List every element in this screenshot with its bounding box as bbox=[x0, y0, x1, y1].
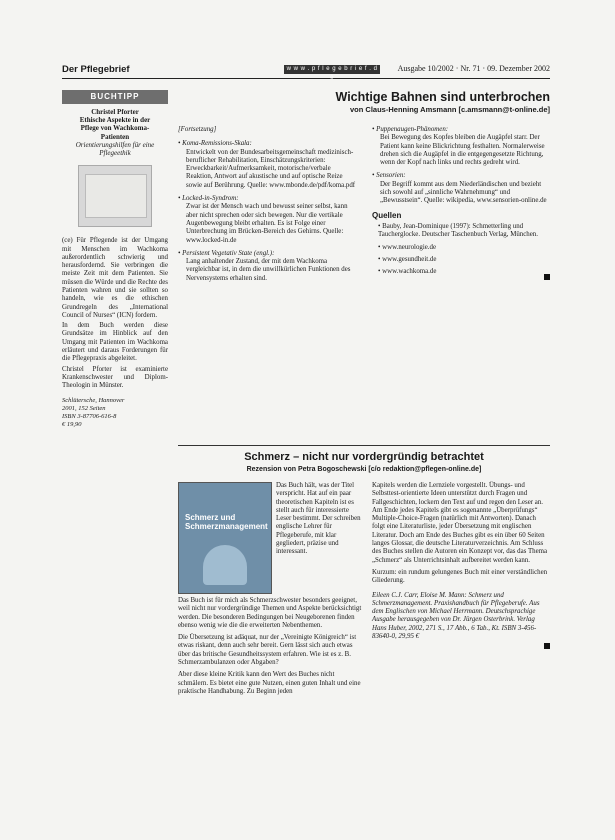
page-header bbox=[62, 64, 550, 79]
glossary-entry bbox=[372, 172, 550, 205]
paragraph: Die Übersetzung ist adäquat, nur der „Vereinigte Königreich“ ist etwas riskant, denn auch sehr bereit. Gern lässt sich auch etwas über das britische Gesundheitssystem erfahren. Wie ist es z. B. Schmerzambulanzen oder Abgaben? bbox=[178, 634, 357, 667]
paragraph: Kapitels werden die Lernziele vorgestellt. Übungs- und Selbsttest-orientierte Ideen unterstützt durch Fragen und Fallgeschichten, lockern den Text auf und regen den Leser an. Am Ende jedes Kapitels gibt es sogenannte „Überprüfungs“ Multiple-Choice-Fragen (natürlich mit Antworten). Danach folgt eine Literaturliste, jeder Übersetzung mit englischen Literatur. Doch am Ende des Buches gibt es ein über 60 Seiten langes Glossar, die deutsche Literaturverzeichnis. Am Schluss des Buches stellen die Autoren ein Konzept vor, das das Thema „Schmerz“ als Unterrichtsinhalt aufbereitet werden kann. bbox=[372, 482, 548, 564]
book-author: Christel Pforter bbox=[91, 108, 139, 116]
entry-definition: Bei Bewegung des Kopfes bleiben die Augäpfel starr. Der Patient kann keine Blickrichtung festhalten. Normalerweise drehen sich die Augäpfel in die entgegengesetzte Richtung, wenn der Kopf nach links und rechts gedreht wird. bbox=[380, 134, 545, 167]
website-badge[interactable]: w w w . p f l e g e b r i e f . d e bbox=[284, 65, 380, 74]
entry-definition: Zwar ist der Mensch wach und bewusst seiner selbst, kann aber nicht sprechen oder sich bewegen. Nur die vertikale Augenbewegung bleibt erhalten. Es ist Folge einer Unterbrechung im Brücken-Bereich des Gehirns. Quelle: www.locked-in.de bbox=[186, 203, 348, 244]
entry-definition: Lang anhaltender Zustand, der mit dem Wachkoma vergleichbar ist, in dem die unwillkürlichen Funktionen des Nervensystems erhalten sind. bbox=[186, 258, 351, 282]
paragraph: (ce) Für Pflegende ist der Umgang mit Menschen im Wachkoma außerordentlich schwierig und herausfordernd. Sie verbringen die meiste Zeit mit dem Patienten. Sie müssen die Würde und die Rechte des Patienten wahren und sie sollten so handeln, wie es die ethischen Grundregeln des „International Council of Nurses“ (ICN) fordern. bbox=[62, 237, 168, 319]
issue-info: Ausgabe 10/2002 · Nr. 71 · 09. Dezember 2002 bbox=[397, 64, 550, 73]
book-meta bbox=[62, 397, 168, 429]
book-title-line: Pflege von Wachkoma- bbox=[80, 124, 150, 133]
paragraph: Das Buch ist für mich als Schmerzschwester besonders geeignet, weil nicht nur vordergründige Themen und Aspekte berücksichtigt werden. Die besonderen Bedingungen bei Neugeborenen finden ebenso wenig wie die die erweiterten Nebenthemen. bbox=[178, 597, 362, 629]
book-tip-sidebar bbox=[62, 90, 168, 790]
book-reference: Eileen C.J. Carr, Eloise M. Mann: Schmerz und Schmerzmanagement. Praxishandbuch für Pflegeberufe. Aus dem Englischen von Michael Herrmann. Deutschsprachige Ausgabe herausgegeben von Dr. Jürgen Osterbrink. Verlag Hans Huber, 2002, 271 S., 17 Abb., 6 Tab., Kt. ISBN 3-456-83640-0, 29,95 € bbox=[372, 591, 540, 641]
review-byline: Rezension von Petra Bogoschewski [c/o redaktion@pflegen-online.de] bbox=[246, 466, 482, 473]
book-tip-text bbox=[62, 237, 168, 390]
entry-term: • Puppenaugen-Phänomen: bbox=[372, 126, 449, 133]
book-title-line: Patienten bbox=[100, 132, 130, 141]
review-title: Schmerz – nicht nur vordergründig betrachtet bbox=[244, 451, 484, 463]
source-link[interactable]: • www.neurologie.de bbox=[378, 243, 437, 251]
cover-figure bbox=[203, 545, 247, 585]
cover-title: Schmerz und Schmerzmanagement bbox=[185, 513, 268, 531]
article-column bbox=[372, 126, 550, 280]
entry-definition: Der Begriff kommt aus dem Niederländischen und bezieht sich sowohl auf „sinnliche Wahrnehmung“ und „Bewusstsein“. Quelle: wikipedia, www.sensorien-online.de bbox=[380, 180, 547, 205]
paragraph: Aber diese kleine Kritik kann den Wert des Buches nicht schmälern. Es bietet eine gute Nutzen, einen guten Inhalt und eine praktische Handhabung. Zu Beginn jeden bbox=[178, 671, 361, 695]
article-byline: von Claus-Henning Amsmann [c.amsmann@t-online.de] bbox=[350, 105, 550, 114]
newsletter-brand: Der Pflegebrief bbox=[62, 64, 130, 75]
entry-term: • Sensorien: bbox=[372, 172, 406, 180]
divider bbox=[178, 445, 550, 446]
continued-tag: [Fortsetzung] bbox=[178, 126, 217, 133]
paragraph: Christel Pforter ist examinierte Krankenschwester und Diplom-Theologin in Münster. bbox=[62, 365, 168, 390]
review-text bbox=[178, 597, 362, 700]
article-title: Wichtige Bahnen sind unterbrochen bbox=[335, 90, 550, 104]
end-mark bbox=[544, 274, 550, 280]
glossary-entry bbox=[178, 140, 356, 190]
source-item: • Bauby, Jean-Dominique (1997): Schmetterling und Taucherglocke. Deutscher Taschenbuch Verlag, München. bbox=[378, 222, 538, 239]
review-text bbox=[372, 482, 550, 649]
entry-term: • Locked-in-Syndrom: bbox=[178, 195, 239, 203]
article-1 bbox=[178, 90, 550, 282]
end-mark bbox=[544, 643, 550, 649]
sources-heading: Quellen bbox=[372, 210, 402, 220]
book-cover-image bbox=[78, 165, 152, 227]
book-title-line: Ethische Aspekte in der bbox=[79, 116, 151, 125]
glossary-entry bbox=[372, 126, 550, 167]
glossary-entry bbox=[178, 250, 356, 283]
review-text: Das Buch hält, was der Titel verspricht. Hat auf ein paar theoretischen Kapiteln ist es stellt auch für interessierte Leser bestimmt. Der schreiben englische Lehrer für Pflegeberufe, mit klar gegliedert, präzise und interessant. bbox=[276, 482, 361, 556]
source-link[interactable]: • www.gesundheit.de bbox=[378, 255, 437, 263]
paragraph: Kurzum: ein rundum gelungenes Buch mit einer verständlichen Gliederung. bbox=[372, 568, 548, 585]
glossary-entry bbox=[178, 195, 356, 245]
article-column bbox=[178, 126, 356, 288]
book-tip-label: BUCHTIPP bbox=[62, 90, 168, 104]
publisher: Schlütersche, Hannover bbox=[62, 396, 125, 404]
book-heading bbox=[62, 108, 168, 157]
price: € 19,90 bbox=[62, 420, 82, 428]
book-subtitle: Orientierungshilfen für eine Pflegeethik bbox=[75, 140, 155, 158]
pages: 2001, 152 Seiten bbox=[62, 404, 106, 412]
paragraph: In dem Buch werden diese Grundsätze im Hinblick auf den Umgang mit Patienten im Wachkoma erläutert und daraus Forderungen für die Pflegepraxis abgeleitet. bbox=[62, 322, 168, 363]
review-book-cover bbox=[178, 482, 272, 594]
entry-term: • Persistent Vegetativ State (engl.): bbox=[178, 249, 275, 257]
source-link[interactable]: • www.wachkoma.de bbox=[378, 268, 437, 276]
entry-term: • Koma-Remissions-Skala: bbox=[178, 140, 252, 148]
entry-definition: Entwickelt von der Bundesarbeitsgemeinschaft medizinisch-beruflicher Rehabilitation, Einschätzungskriterien: Erweckbarkeit/Aufmerksamkeit, motorische/verbale Reaktion, Antwort auf akustische und auf optische Reize sowie auf Berührung. Quelle: www.mbonde.de/pdf/koma.pdf bbox=[186, 148, 356, 189]
isbn: ISBN 3-87706-616-8 bbox=[62, 412, 117, 420]
